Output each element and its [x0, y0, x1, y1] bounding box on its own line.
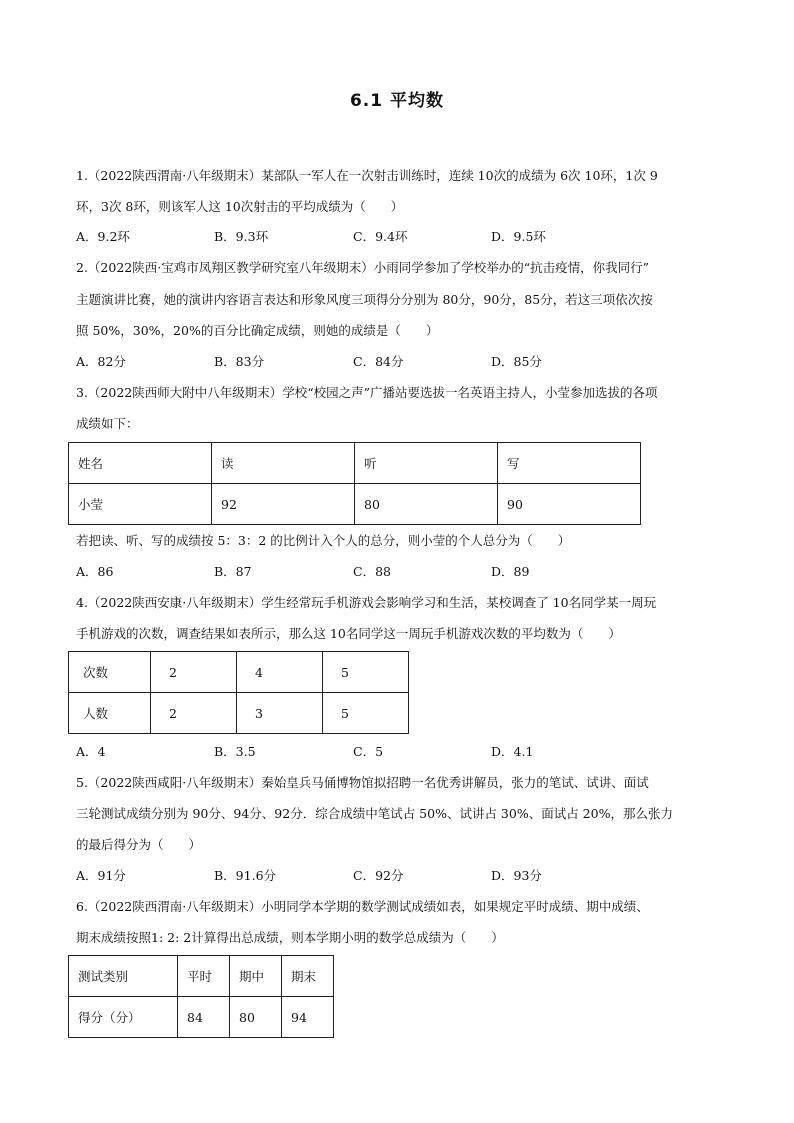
q5-option-b: B．91.6分 — [214, 868, 277, 883]
q4-option-d: D．4.1 — [491, 744, 534, 759]
table-header-cell: 读 — [212, 443, 355, 484]
table-header-cell: 听 — [355, 443, 498, 484]
q2-option-c: C．84分 — [353, 354, 404, 369]
table-cell: 92 — [212, 484, 355, 525]
q4-options — [76, 742, 726, 762]
q3-options — [76, 562, 726, 582]
table-row — [69, 693, 409, 734]
q5-option-d: D．93分 — [491, 868, 542, 883]
q2-text-line1: 2.（2022陕西·宝鸡市凤翔区教学研究室八年级期末）小雨同学参加了学校举办的“抗击疫情，你我同行” — [76, 260, 649, 275]
table-row — [69, 956, 334, 997]
table-cell: 2 — [151, 693, 237, 734]
table-cell: 80 — [230, 997, 282, 1038]
table-cell: 3 — [237, 693, 323, 734]
q6-text-line2: 期末成绩按照1: 2: 2计算得出总成绩，则本学期小明的数学总成绩为（ ） — [76, 930, 504, 945]
q2-text-line2: 主题演讲比赛，她的演讲内容语言表达和形象风度三项得分分别为 80分，90分，85分，若这三项依次按 — [76, 292, 653, 307]
table-header-cell: 期末 — [282, 956, 334, 997]
q4-count-table — [68, 651, 409, 734]
table-header-cell: 测试类别 — [69, 956, 178, 997]
q4-option-c: C．5 — [353, 744, 384, 759]
q4-option-a: A．4 — [76, 744, 106, 759]
table-cell: 90 — [498, 484, 641, 525]
q5-option-a: A．91分 — [76, 868, 126, 883]
page-title: 6.1 平均数 — [349, 91, 445, 111]
q5-text-line3: 的最后得分为（ ） — [76, 837, 202, 852]
table-row — [69, 652, 409, 693]
table-cell: 2 — [151, 652, 237, 693]
q1-option-a: A．9.2环 — [76, 229, 130, 244]
table-cell: 5 — [323, 652, 409, 693]
q2-options — [76, 352, 726, 372]
table-header-cell: 期中 — [230, 956, 282, 997]
q6-text-line1: 6.（2022陕西渭南·八年级期末）小明同学本学期的数学测试成绩如表，如果规定平时成绩、期中成绩、 — [76, 899, 649, 914]
q3-option-a: A．86 — [76, 564, 114, 579]
q3-text-line1: 3.（2022陕西师大附中八年级期末）学校“校园之声”广播站要选拔一名英语主持人，小莹参加选拔的各项 — [76, 385, 658, 400]
q1-option-b: B．9.3环 — [214, 229, 269, 244]
q5-option-c: C．92分 — [353, 868, 404, 883]
table-row — [69, 443, 641, 484]
q1-options — [76, 227, 726, 247]
q3-score-table — [68, 442, 641, 525]
q4-text-line2: 手机游戏的次数，调查结果如表所示，那么这 10名同学这一周玩手机游戏次数的平均数为（ ） — [76, 626, 621, 641]
table-cell: 80 — [355, 484, 498, 525]
q5-options — [76, 866, 726, 886]
table-header-cell: 人数 — [69, 693, 151, 734]
table-cell: 5 — [323, 693, 409, 734]
q5-text-line2: 三轮测试成绩分别为 90分、94分、92分．综合成绩中笔试占 50%、试讲占 30%、面试占 20%，那么张力 — [76, 806, 673, 821]
table-cell: 4 — [237, 652, 323, 693]
q5-text-line1: 5.（2022陕西咸阳·八年级期末）秦始皇兵马俑博物馆拟招聘一名优秀讲解员，张力的笔试、试讲、面试 — [76, 775, 649, 790]
q3-text-after: 若把读、听、写的成绩按 5：3：2 的比例计入个人的总分，则小莹的个人总分为（ ） — [76, 533, 571, 548]
table-header-cell: 写 — [498, 443, 641, 484]
table-header-cell: 姓名 — [69, 443, 212, 484]
table-cell: 得分（分） — [69, 997, 178, 1038]
q2-option-a: A．82分 — [76, 354, 126, 369]
q1-option-c: C．9.4环 — [353, 229, 408, 244]
q2-text-line3: 照 50%，30%，20%的百分比确定成绩，则她的成绩是（ ） — [76, 323, 439, 338]
q1-option-d: D．9.5环 — [491, 229, 546, 244]
q1-text-line1: 1.（2022陕西渭南·八年级期末）某部队一军人在一次射击训练时，连续 10次的成绩为 6次 10环，1次 9 — [76, 168, 658, 183]
q3-option-b: B．87 — [214, 564, 252, 579]
table-header-cell: 平时 — [178, 956, 230, 997]
table-row — [69, 997, 334, 1038]
q4-text-line1: 4.（2022陕西安康·八年级期末）学生经常玩手机游戏会影响学习和生活，某校调查了 10名同学某一周玩 — [76, 595, 657, 610]
table-header-cell: 次数 — [69, 652, 151, 693]
table-cell: 小莹 — [69, 484, 212, 525]
q2-option-d: D．85分 — [491, 354, 542, 369]
table-cell: 94 — [282, 997, 334, 1038]
q2-option-b: B．83分 — [214, 354, 265, 369]
q6-score-table — [68, 955, 334, 1038]
q4-option-b: B．3.5 — [214, 744, 256, 759]
table-row — [69, 484, 641, 525]
q3-option-c: C．88 — [353, 564, 391, 579]
q3-option-d: D．89 — [491, 564, 530, 579]
q1-text-line2: 环，3次 8环，则该军人这 10次射击的平均成绩为（ ） — [76, 199, 404, 214]
table-cell: 84 — [178, 997, 230, 1038]
q3-text-line2: 成绩如下： — [76, 416, 139, 431]
